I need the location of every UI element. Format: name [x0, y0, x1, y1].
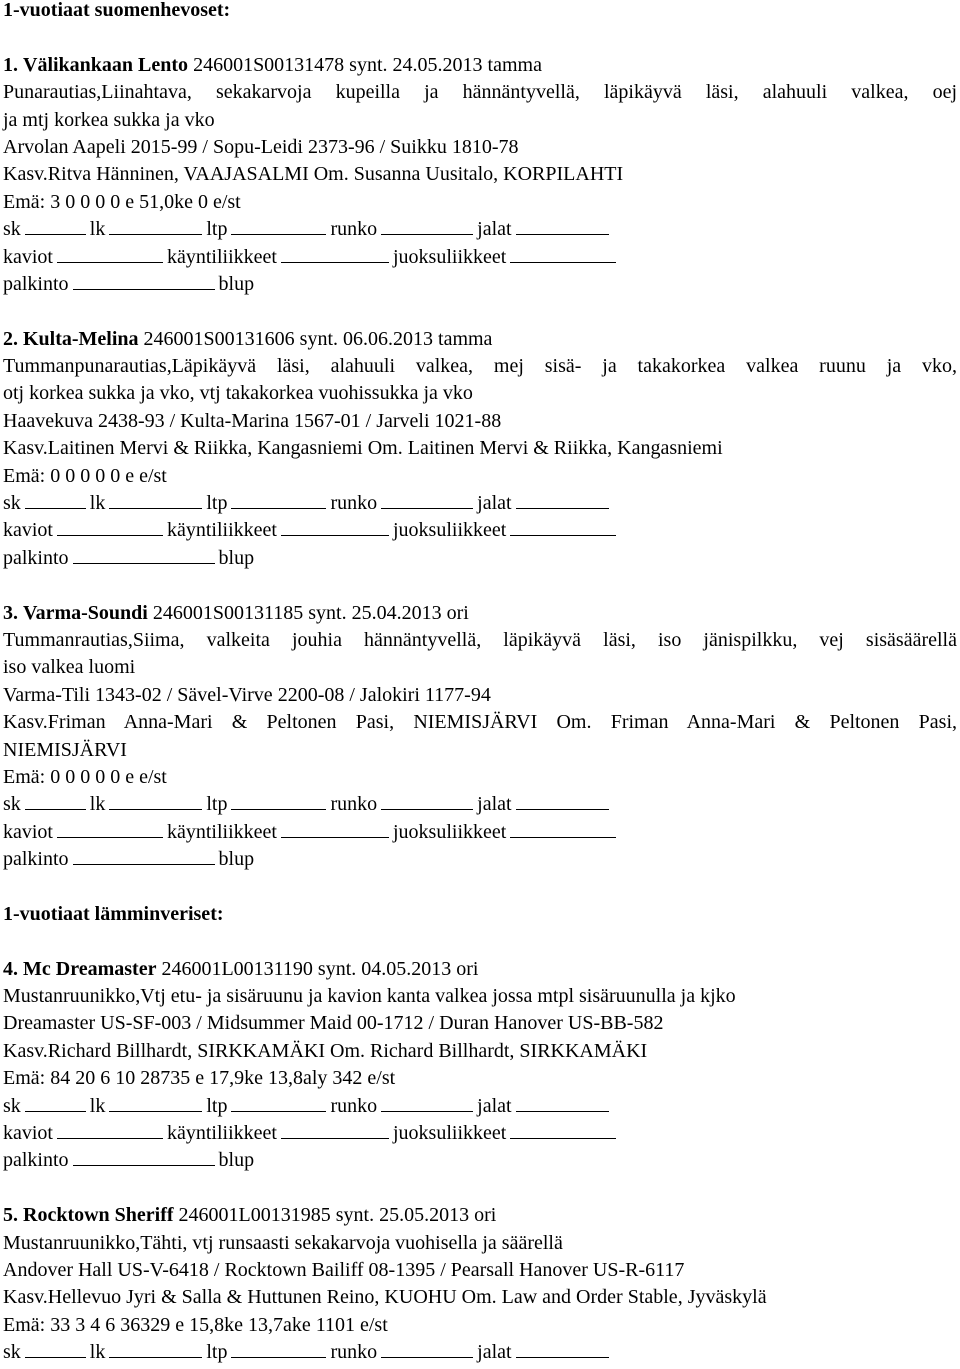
runko-label: runko [330, 492, 378, 515]
palkinto-blank[interactable] [73, 546, 215, 564]
jalat-label: jalat [477, 492, 512, 515]
runko-blank[interactable] [381, 1094, 473, 1112]
sk-label: sk [3, 492, 21, 515]
score-row-1 [3, 216, 957, 243]
breeder-owner-line: Kasv.Friman Anna-Mari & Peltonen Pasi, NIEMISJÄRVI Om. Friman Anna-Mari & Peltonen Pasi, [3, 711, 957, 734]
horse-name: Välikankaan Lento [23, 53, 189, 76]
runko-blank[interactable] [381, 491, 473, 509]
dam-stats: Emä: 84 20 6 10 28735 e 17,9ke 13,8aly 342 e/st [3, 1067, 396, 1090]
registration-info: 246001S00131606 synt. 06.06.2013 tamma [143, 327, 493, 350]
kayntiliikkeet-blank[interactable] [281, 518, 389, 536]
lk-blank[interactable] [109, 217, 202, 235]
jalat-blank[interactable] [516, 792, 609, 810]
jalat-label: jalat [477, 1341, 512, 1364]
lk-label: lk [89, 492, 106, 515]
kayntiliikkeet-label: käyntiliikkeet [167, 245, 277, 268]
ltp-blank[interactable] [231, 1340, 326, 1358]
dam-stats: Emä: 0 0 0 0 0 e e/st [3, 464, 167, 487]
lk-label: lk [89, 1341, 106, 1364]
description-line: ja mtj korkea sukka ja vko [3, 108, 215, 131]
horse-name: Kulta-Melina [23, 327, 139, 350]
horse-name: Rocktown Sheriff [23, 1204, 174, 1227]
score-row-3 [3, 545, 957, 572]
blup-label: blup [218, 1149, 255, 1172]
score-row-1 [3, 1093, 957, 1120]
entry-number: 5. [3, 1204, 18, 1227]
catalog-page [3, 0, 957, 1367]
kaviot-label: kaviot [3, 820, 53, 843]
entry-number: 2. [3, 327, 18, 350]
entry-number: 4. [3, 957, 18, 980]
ltp-blank[interactable] [231, 1094, 326, 1112]
breeder-owner-line: Kasv.Richard Billhardt, SIRKKAMÄKI Om. Richard Billhardt, SIRKKAMÄKI [3, 1039, 648, 1062]
score-row-3 [3, 271, 957, 298]
kayntiliikkeet-blank[interactable] [281, 1121, 389, 1139]
juoksuliikkeet-blank[interactable] [510, 1121, 616, 1139]
juoksuliikkeet-label: juoksuliikkeet [392, 245, 507, 268]
sk-label: sk [3, 793, 21, 816]
pedigree-line: Dreamaster US-SF-003 / Midsummer Maid 00-1712 / Duran Hanover US-BB-582 [3, 1012, 664, 1035]
score-row-2 [3, 819, 957, 846]
score-row-3 [3, 846, 957, 873]
jalat-blank[interactable] [516, 1340, 609, 1358]
jalat-blank[interactable] [516, 1094, 609, 1112]
kaviot-blank[interactable] [57, 1121, 163, 1139]
ltp-label: ltp [206, 218, 228, 241]
registration-info: 246001L00131190 synt. 04.05.2013 ori [161, 957, 479, 980]
blup-label: blup [218, 546, 255, 569]
entry-header [3, 956, 957, 983]
breeder-owner-line: Kasv.Laitinen Mervi & Riikka, Kangasniemi Om. Laitinen Mervi & Riikka, Kangasniemi [3, 437, 723, 460]
palkinto-blank[interactable] [73, 272, 215, 290]
sk-blank[interactable] [25, 1340, 86, 1358]
ltp-blank[interactable] [231, 491, 326, 509]
description-line: Punarautias,Liinahtava, sekakarvoja kupeilla ja hännäntyvellä, läpikäyvä läsi, alahuuli valkea, oej [3, 81, 957, 104]
runko-blank[interactable] [381, 217, 473, 235]
lk-label: lk [89, 1094, 106, 1117]
jalat-label: jalat [477, 218, 512, 241]
palkinto-label: palkinto [3, 1149, 69, 1172]
jalat-label: jalat [477, 1094, 512, 1117]
pedigree-line: Haavekuva 2438-93 / Kulta-Marina 1567-01 / Jarveli 1021-88 [3, 409, 502, 432]
description-line: Mustanruunikko,Tähti, vtj runsaasti sekakarvoja vuohisella ja säärellä [3, 1231, 563, 1254]
dam-stats: Emä: 0 0 0 0 0 e e/st [3, 765, 167, 788]
lk-blank[interactable] [109, 1094, 202, 1112]
registration-info: 246001S00131185 synt. 25.04.2013 ori [152, 601, 469, 624]
jalat-blank[interactable] [516, 217, 609, 235]
juoksuliikkeet-blank[interactable] [510, 245, 616, 263]
description-line: Tummanrautias,Siima, valkeita jouhia hännäntyvellä, läpikäyvä läsi, iso jänispilkku, vej sisäsäärellä [3, 628, 957, 651]
blup-label: blup [218, 848, 255, 871]
ltp-label: ltp [206, 793, 228, 816]
juoksuliikkeet-label: juoksuliikkeet [392, 519, 507, 542]
description-line: Mustanruunikko,Vtj etu- ja sisäruunu ja kavion kanta valkea jossa mtpl sisäruunulla ja kjko [3, 985, 736, 1008]
palkinto-label: palkinto [3, 272, 69, 295]
score-row-3 [3, 1147, 957, 1174]
score-row-2 [3, 517, 957, 544]
jalat-label: jalat [477, 793, 512, 816]
description-line: Tummanpunarautias,Läpikäyvä läsi, alahuuli valkea, mej sisä- ja takakorkea valkea ruunu ja vko, [3, 355, 957, 378]
sk-blank[interactable] [25, 1094, 86, 1112]
entry-header [3, 52, 957, 79]
entry-header [3, 600, 957, 627]
kayntiliikkeet-label: käyntiliikkeet [167, 1122, 277, 1145]
kayntiliikkeet-blank[interactable] [281, 245, 389, 263]
runko-label: runko [330, 1094, 378, 1117]
kaviot-blank[interactable] [57, 245, 163, 263]
pedigree-line: Andover Hall US-V-6418 / Rocktown Bailiff 08-1395 / Pearsall Hanover US-R-6117 [3, 1258, 685, 1281]
sk-label: sk [3, 1341, 21, 1364]
horse-name: Varma-Soundi [23, 601, 148, 624]
pedigree-line: Arvolan Aapeli 2015-99 / Sopu-Leidi 2373-96 / Suikku 1810-78 [3, 135, 519, 158]
kaviot-blank[interactable] [57, 820, 163, 838]
sk-label: sk [3, 1094, 21, 1117]
section-title: 1-vuotiaat lämminveriset: [3, 902, 224, 925]
score-row-1 [3, 1339, 957, 1366]
kayntiliikkeet-label: käyntiliikkeet [167, 820, 277, 843]
palkinto-blank[interactable] [73, 1148, 215, 1166]
score-row-1 [3, 791, 957, 818]
dam-stats: Emä: 33 3 4 6 36329 e 15,8ke 13,7ake 1101 e/st [3, 1313, 388, 1336]
entry-number: 3. [3, 601, 18, 624]
score-row-2 [3, 244, 957, 271]
ltp-label: ltp [206, 492, 228, 515]
sk-blank[interactable] [25, 491, 86, 509]
entry-header [3, 326, 957, 353]
kayntiliikkeet-blank[interactable] [281, 820, 389, 838]
lk-blank[interactable] [109, 1340, 202, 1358]
horse-name: Mc Dreamaster [23, 957, 157, 980]
palkinto-label: palkinto [3, 848, 69, 871]
kaviot-blank[interactable] [57, 518, 163, 536]
sk-blank[interactable] [25, 792, 86, 810]
description-line: iso valkea luomi [3, 656, 136, 679]
ltp-label: ltp [206, 1094, 228, 1117]
ltp-label: ltp [206, 1341, 228, 1364]
breeder-owner-line: Kasv.Ritva Hänninen, VAAJASALMI Om. Susanna Uusitalo, KORPILAHTI [3, 163, 624, 186]
section-title: 1-vuotiaat suomenhevoset: [3, 0, 231, 21]
juoksuliikkeet-label: juoksuliikkeet [392, 1122, 507, 1145]
lk-label: lk [89, 218, 106, 241]
juoksuliikkeet-label: juoksuliikkeet [392, 820, 507, 843]
dam-stats: Emä: 3 0 0 0 0 e 51,0ke 0 e/st [3, 190, 241, 213]
kaviot-label: kaviot [3, 1122, 53, 1145]
kayntiliikkeet-label: käyntiliikkeet [167, 519, 277, 542]
runko-blank[interactable] [381, 1340, 473, 1358]
kaviot-label: kaviot [3, 519, 53, 542]
ltp-blank[interactable] [231, 792, 326, 810]
ltp-blank[interactable] [231, 217, 326, 235]
jalat-blank[interactable] [516, 491, 609, 509]
entry-header [3, 1202, 957, 1229]
sk-label: sk [3, 218, 21, 241]
breeder-owner-line: Kasv.Hellevuo Jyri & Salla & Huttunen Reino, KUOHU Om. Law and Order Stable, Jyväskylä [3, 1286, 767, 1309]
score-row-1 [3, 490, 957, 517]
kaviot-label: kaviot [3, 245, 53, 268]
entry-number: 1. [3, 53, 18, 76]
runko-label: runko [330, 1341, 378, 1364]
registration-info: 246001S00131478 synt. 24.05.2013 tamma [193, 53, 542, 76]
sk-blank[interactable] [25, 217, 86, 235]
pedigree-line: Varma-Tili 1343-02 / Sävel-Virve 2200-08 / Jalokiri 1177-94 [3, 683, 491, 706]
juoksuliikkeet-blank[interactable] [510, 518, 616, 536]
score-row-2 [3, 1120, 957, 1147]
blup-label: blup [218, 272, 255, 295]
lk-blank[interactable] [109, 491, 202, 509]
runko-blank[interactable] [381, 792, 473, 810]
lk-label: lk [89, 793, 106, 816]
registration-info: 246001L00131985 synt. 25.05.2013 ori [178, 1204, 497, 1227]
palkinto-label: palkinto [3, 546, 69, 569]
runko-label: runko [330, 793, 378, 816]
runko-label: runko [330, 218, 378, 241]
breeder-owner-line: NIEMISJÄRVI [3, 738, 127, 761]
palkinto-blank[interactable] [73, 847, 215, 865]
juoksuliikkeet-blank[interactable] [510, 820, 616, 838]
description-line: otj korkea sukka ja vko, vtj takakorkea vuohissukka ja vko [3, 382, 473, 405]
lk-blank[interactable] [109, 792, 202, 810]
